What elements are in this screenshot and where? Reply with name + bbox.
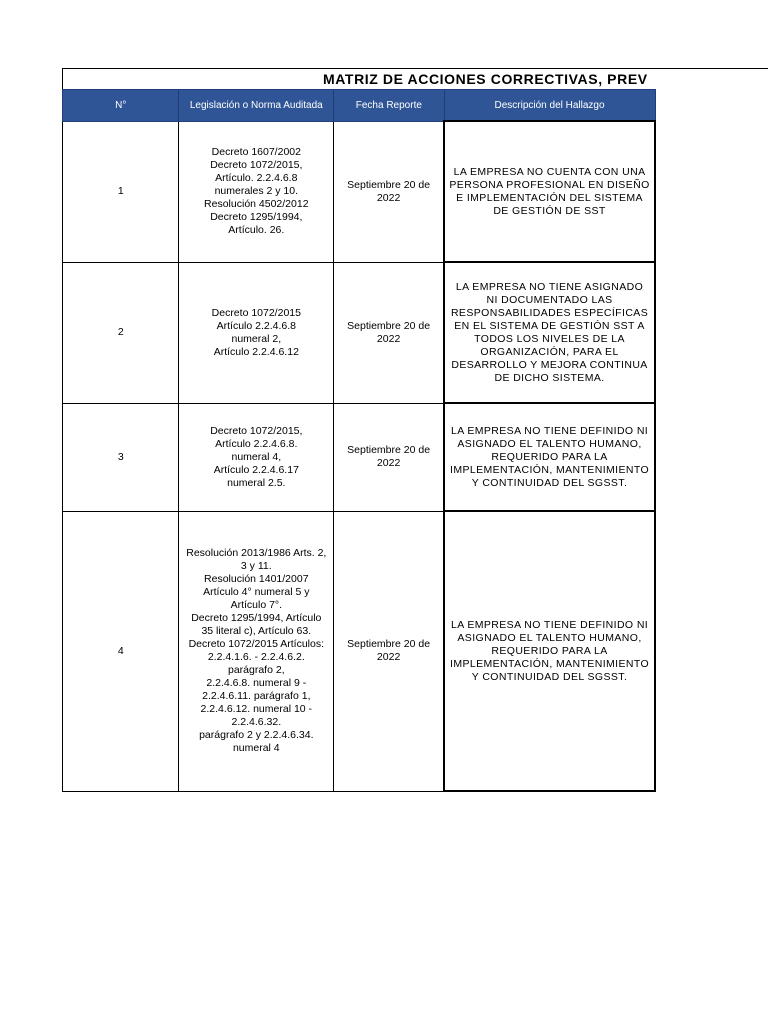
cell-description-line: LA EMPRESA NO TIENE DEFINIDO NI [450,424,649,437]
cell-legislation-line: numeral 2, [231,332,282,345]
cell-legislation-line: Artículo 4° numeral 5 y [203,586,310,598]
cell-legislation-line: 2.2.4.1.6. - 2.2.4.6.2. [207,651,305,663]
cell-legislation-line: numeral 2.5. [227,476,286,489]
cell-legislation-line: Artículo. 2.2.4.6.8 [215,172,298,184]
cell-date-line: 2022 [376,332,401,345]
cell-description-line: IMPLEMENTACIÓN, MANTENIMIENTO [450,657,650,670]
cell-date-line: 2022 [376,457,401,469]
cell-date-line: Septiembre 20 de [347,638,431,650]
cell-description-line: Y CONTINUIDAD DEL SGSST. [471,476,628,489]
matrix-title: MATRIZ DE ACCIONES CORRECTIVAS, PREV [323,71,648,87]
cell-legislation-line: 35 literal c), Artículo 63. [201,625,312,637]
header-legislation: Legislación o Norma Auditada [179,90,334,122]
cell-legislation [179,511,334,791]
header-description: Descripción del Hallazgo [444,90,655,122]
title-row [62,68,768,89]
cell-legislation-line: Resolución 4502/2012 [204,198,309,210]
table-row [63,262,656,403]
cell-date-line: Septiembre 20 de [347,178,431,191]
cell-description-line: EN EL SISTEMA DE GESTIÓN SST A [454,319,645,332]
cell-date-line: 2022 [376,191,401,204]
cell-description-line: TODOS LOS NIVELES DE LA [474,332,625,345]
cell-legislation-line: Resolución 1401/2007 [204,573,309,585]
cell-num: 2 [63,262,179,403]
cell-legislation-line: Decreto 1072/2015 Artículos: [188,638,325,650]
cell-legislation-line: Decreto 1607/2002 [211,146,301,158]
cell-legislation-line: Decreto 1072/2015, [210,159,303,171]
cell-description-line: DESARROLLO Y MEJORA CONTINUA [451,358,648,371]
cell-date-line: 2022 [376,651,401,663]
header-row [63,90,656,122]
cell-legislation-line: Decreto 1295/1994, Artículo [191,612,322,624]
table-row [63,403,656,511]
cell-legislation-line: Artículo 7°. [230,599,283,611]
cell-legislation [179,403,334,511]
cell-num: 1 [63,121,179,262]
cell-description-line: DE DICHO SISTEMA. [494,371,605,384]
cell-description-line: REQUERIDO PARA LA [491,644,608,657]
cell-description-line: LA EMPRESA NO TIENE DEFINIDO NI [450,618,649,631]
cell-description-line: REQUERIDO PARA LA [491,450,608,463]
cell-legislation-line: Decreto 1295/1994, [210,211,303,223]
cell-description [444,403,655,511]
cell-date [334,121,444,262]
cell-legislation-line: Artículo 2.2.4.6.17 [213,463,299,476]
cell-legislation-line: numerales 2 y 10. [214,185,299,197]
cell-legislation-line: Artículo. 26. [228,224,285,236]
cell-description-line: RESPONSABILIDADES ESPECÍFICAS [450,306,649,319]
cell-legislation-line: 3 y 11. [240,560,272,572]
cell-num: 3 [63,403,179,511]
cell-legislation [179,121,334,262]
cell-legislation-line: Artículo 2.2.4.6.8 [216,319,296,332]
cell-date [334,511,444,791]
table-row [63,511,656,791]
cell-description-line: ASIGNADO EL TALENTO HUMANO, [457,631,642,644]
cell-legislation-line: Resolución 2013/1986 Arts. 2, [186,547,327,559]
cell-description-line: ORGANIZACIÓN, PARA EL [480,345,619,358]
cell-legislation-line: Artículo 2.2.4.6.8. [215,437,298,450]
cell-legislation [179,262,334,403]
spreadsheet-sheet [62,68,768,792]
cell-description-line: IMPLEMENTACIÓN, MANTENIMIENTO [450,463,650,476]
header-date: Fecha Reporte [334,90,444,122]
cell-description-line: LA EMPRESA NO CUENTA CON UNA [453,165,646,178]
cell-legislation-line: 2.2.4.6.32. [231,716,282,728]
cell-legislation-line: Decreto 1072/2015 [211,306,301,319]
findings-table [62,89,656,792]
cell-legislation-line: numeral 4, [231,450,282,463]
cell-description-line: NI DOCUMENTADO LAS [486,293,613,306]
cell-description-line: PERSONA PROFESIONAL EN DISEÑO [449,178,650,191]
cell-description [444,121,655,262]
cell-description-line: ASIGNADO EL TALENTO HUMANO, [457,437,642,450]
cell-description [444,511,655,791]
cell-legislation-line: parágrafo 2 y 2.2.4.6.34. [199,729,314,741]
cell-date-line: Septiembre 20 de [347,319,431,332]
cell-description-line: LA EMPRESA NO TIENE ASIGNADO [455,280,644,293]
cell-description-line: Y CONTINUIDAD DEL SGSST. [471,670,628,683]
cell-description-line: DE GESTIÓN DE SST [493,204,606,217]
cell-num: 4 [63,511,179,791]
table-row [63,121,656,262]
header-num: N° [63,90,179,122]
cell-legislation-line: 2.2.4.6.11. parágrafo 1, [202,690,311,702]
cell-legislation-line: Decreto 1072/2015, [210,424,303,437]
cell-legislation-line: 2.2.4.6.12. numeral 10 - [200,703,313,715]
cell-description-line: E IMPLEMENTACIÓN DEL SISTEMA [456,191,643,204]
cell-legislation-line: numeral 4 [232,742,280,754]
cell-date [334,262,444,403]
cell-legislation-line: parágrafo 2, [227,664,285,676]
cell-date [334,403,444,511]
cell-legislation-line: Artículo 2.2.4.6.12 [213,345,299,358]
cell-legislation-line: 2.2.4.6.8. numeral 9 - [206,677,307,689]
cell-description [444,262,655,403]
cell-date-line: Septiembre 20 de [347,444,431,456]
